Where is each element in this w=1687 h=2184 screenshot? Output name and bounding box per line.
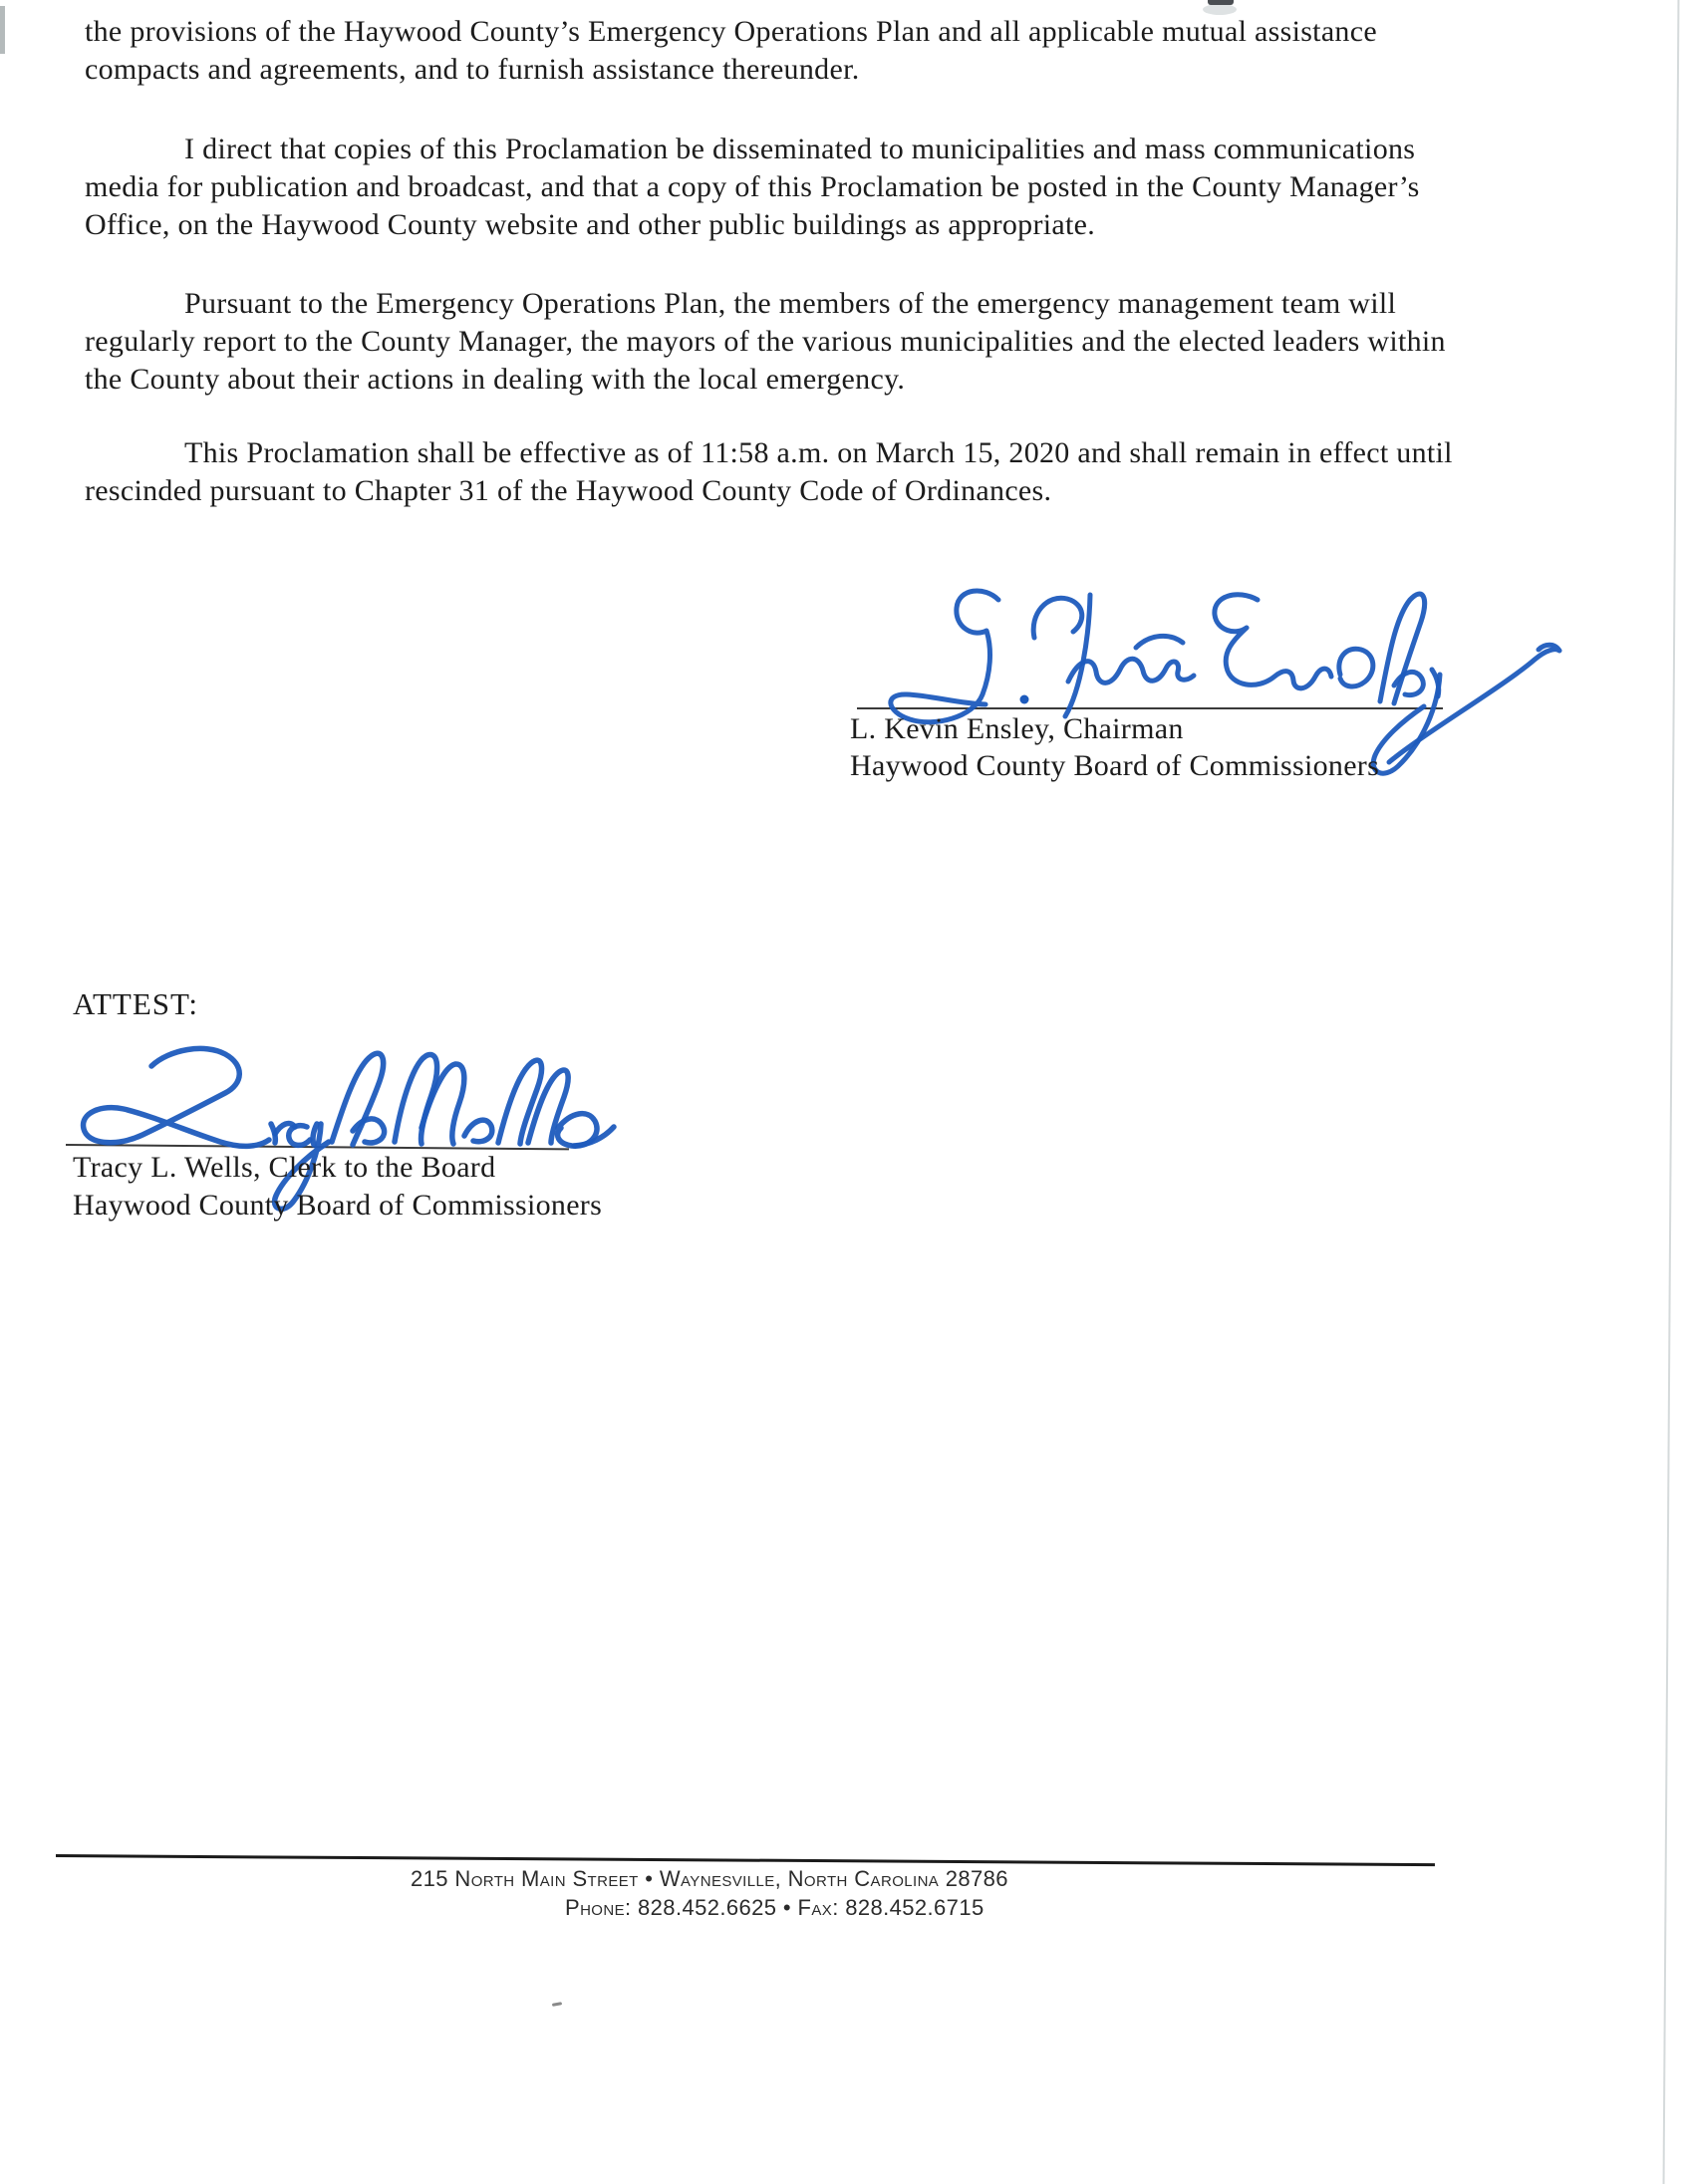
clerk-name-line: Tracy L. Wells, Clerk to the Board — [73, 1151, 496, 1184]
scan-edge-artifact-left — [0, 6, 5, 54]
text-line: This Proclamation shall be effective as of 11:58 a.m. on March 15, 2020 and shall remain in effect until — [184, 436, 1453, 469]
paragraph-continuation — [85, 13, 1377, 89]
paragraph-effective-date — [85, 434, 1453, 510]
attest-label: ATTEST: — [73, 986, 199, 1021]
paragraph-pursuant — [85, 285, 1446, 399]
chairman-name-line: L. Kevin Ensley, Chairman — [850, 712, 1184, 745]
scan-smudge-top-dark — [1208, 0, 1234, 5]
scan-line-artifact-right — [1663, 0, 1680, 2184]
scan-speck-bottom — [552, 2002, 562, 2007]
text-line: rescinded pursuant to Chapter 31 of the Haywood County Code of Ordinances. — [85, 474, 1052, 507]
text-line: Office, on the Haywood County website and other public buildings as appropriate. — [85, 208, 1096, 241]
text-line: the provisions of the Haywood County’s Emergency Operations Plan and all applicable mutual assistance — [85, 15, 1377, 48]
text-line: regularly report to the County Manager, the mayors of the various municipalities and the elected leaders within — [85, 325, 1446, 358]
footer-phone-fax: Phone: 828.452.6625 • Fax: 828.452.6715 — [565, 1895, 984, 1920]
paragraph-direct-copies — [85, 131, 1420, 244]
clerk-org-line: Haywood County Board of Commissioners — [73, 1189, 603, 1222]
text-line: media for publication and broadcast, and that a copy of this Proclamation be posted in the County Manager’s — [85, 170, 1420, 203]
chairman-org-line: Haywood County Board of Commissioners — [850, 749, 1380, 782]
footer-address: 215 North Main Street • Waynesville, North Carolina 28786 — [411, 1866, 1008, 1891]
text-line: the County about their actions in dealing with the local emergency. — [85, 363, 906, 396]
text-line: compacts and agreements, and to furnish assistance thereunder. — [85, 53, 860, 86]
text-line: Pursuant to the Emergency Operations Plan, the members of the emergency management team will — [184, 287, 1397, 320]
text-line: I direct that copies of this Proclamation be disseminated to municipalities and mass communications — [184, 133, 1416, 165]
